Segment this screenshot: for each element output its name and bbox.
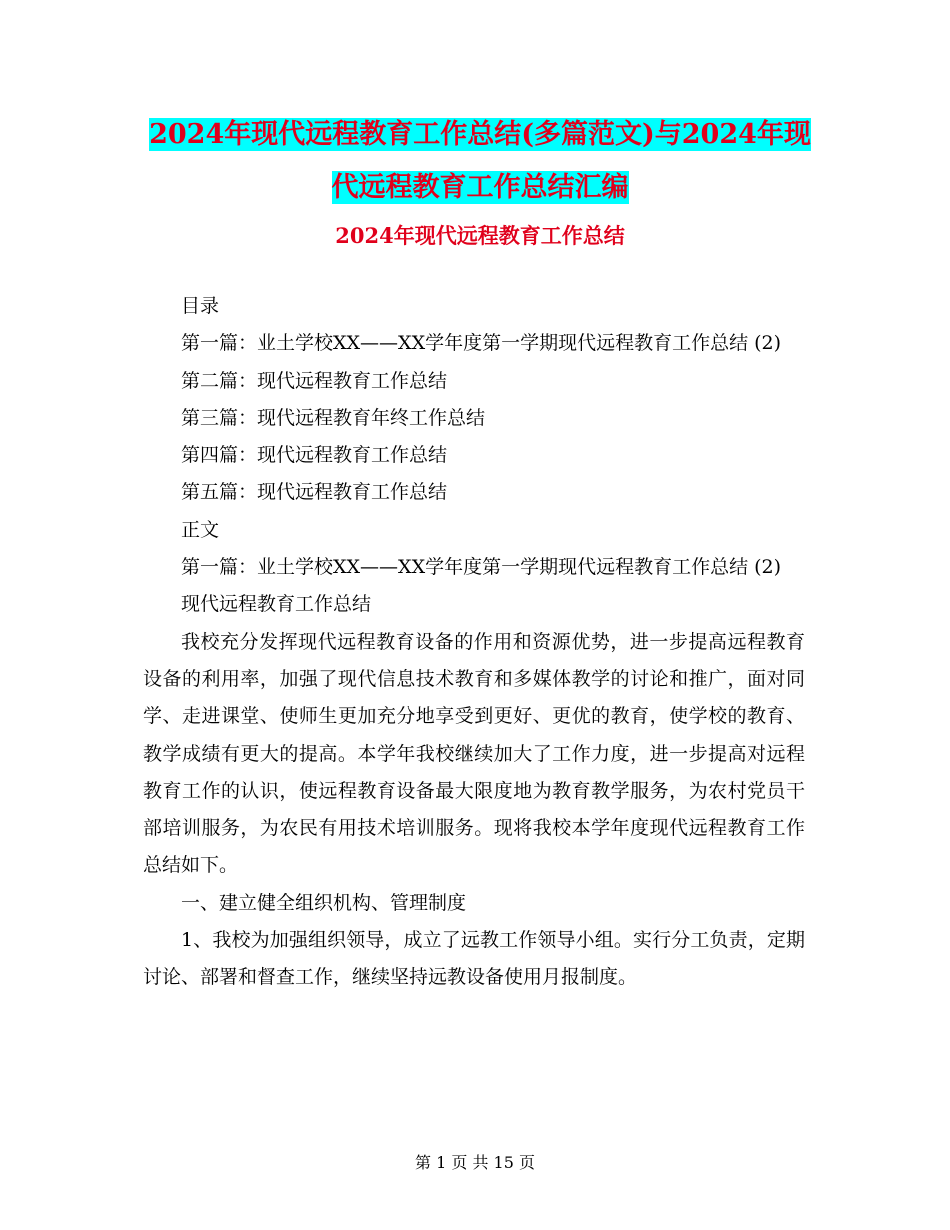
toc-item-1: 第一篇：业土学校XX——XX学年度第一学期现代远程教育工作总结 (2)	[181, 332, 782, 355]
document-body	[143, 288, 805, 997]
toc-item-5: 第五篇：现代远程教育工作总结	[181, 481, 448, 504]
section-heading: 一、建立健全组织机构、管理制度	[181, 891, 467, 914]
chapter-title: 第一篇：业土学校XX——XX学年度第一学期现代远程教育工作总结 (2)	[181, 556, 782, 579]
body-heading: 正文	[181, 518, 220, 541]
toc-item-3: 第三篇：现代远程教育年终工作总结	[181, 406, 486, 429]
section-title: 2024年现代远程教育工作总结	[335, 223, 625, 248]
title-line-1: 2024年现代远程教育工作总结(多篇范文)与2024年现	[149, 119, 811, 150]
document-title	[140, 108, 820, 214]
body-paragraph: 1、我校为加强组织领导，成立了远教工作领导小组。实行分工负责，定期讨论、部署和督查工作，继续坚持远教设备使用月报制度。	[143, 929, 805, 989]
page-footer: 第 1 页 共 15 页	[415, 1153, 535, 1172]
toc-item-4: 第四篇：现代远程教育工作总结	[181, 444, 448, 467]
chapter-subtitle: 现代远程教育工作总结	[181, 593, 372, 616]
toc-heading: 目录	[181, 295, 220, 317]
body-paragraph: 我校充分发挥现代远程教育设备的作用和资源优势，进一步提高远程教育设备的利用率，加强了现代信息技术教育和多媒体教学的讨论和推广，面对同学、走进课堂、使师生更加充分地享受到更好、更优的教育，使学校的教育、教学成绩有更大的提高。本学年我校继续加大了工作力度，进一步提高对远程教育工作的认识，使远程教育设备最大限度地为教育教学服务，为农村党员干部培训服务，为农民有用技术培训服务。现将我校本学年度现代远程教育工作总结如下。	[143, 630, 805, 877]
toc-item-2: 第二篇：现代远程教育工作总结	[181, 369, 448, 392]
title-line-2: 代远程教育工作总结汇编	[331, 172, 629, 203]
